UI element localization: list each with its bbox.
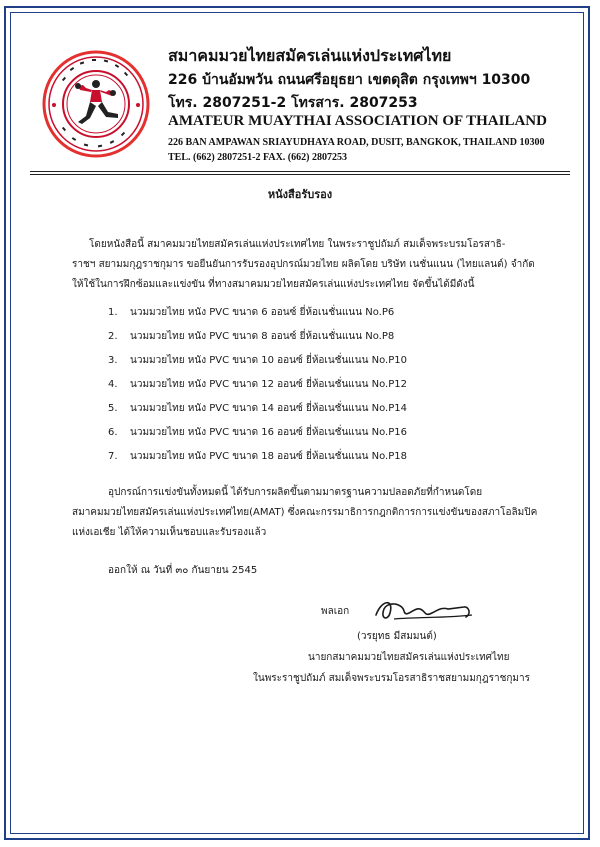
list-number: 5.	[108, 403, 118, 414]
list-number: 3.	[108, 355, 118, 366]
list-text: นวมมวยไทย หนัง PVC ขนาด 8 ออนซ์ ยี่ห้อเนชั่นแนน No.P8	[130, 331, 395, 342]
list-number: 7.	[108, 451, 118, 462]
paragraph2-line: สมาคมมวยไทยสมัครเล่นแห่งประเทศไทย(AMAT) ซึ่งคณะกรรมาธิการกฎกติการการแข่งขันของสภาโอลิมปิค	[72, 507, 538, 518]
signatory-patronage: ในพระราชูปถัมภ์ สมเด็จพระบรมโอรสาธิราชสยามมกุฎราชกุมาร	[253, 673, 530, 684]
org-name-english: AMATEUR MUAYTHAI ASSOCIATION OF THAILAND	[168, 113, 547, 129]
list-text: นวมมวยไทย หนัง PVC ขนาด 10 ออนซ์ ยี่ห้อเนชั่นแนน No.P10	[130, 355, 407, 366]
paragraph2-line: อุปกรณ์การแข่งขันทั้งหมดนี้ ได้รับการผลิตขึ้นตามมาตรฐานความปลอดภัยที่กำหนดโดย	[108, 487, 483, 498]
header-divider-2	[30, 174, 570, 175]
list-number: 2.	[108, 331, 118, 342]
list-item	[108, 305, 394, 320]
phone-english: TEL. (662) 2807251-2 FAX. (662) 2807253	[168, 152, 347, 163]
list-item	[108, 425, 407, 440]
paragraph1-line: ราชฯ สยามมกุฎราชกุมาร ขอยืนยันการรับรองอุปกรณ์มวยไทย ผลิตโดย บริษัท เนชั่นแนน (ไทยแลนด์) จำกัด	[72, 259, 535, 270]
paragraph1-line: โดยหนังสือนี้ สมาคมมวยไทยสมัครเล่นแห่งประเทศไทย ในพระราชูปถัมภ์ สมเด็จพระบรมโอรสาธิ-	[89, 239, 506, 250]
list-item	[108, 353, 407, 368]
list-text: นวมมวยไทย หนัง PVC ขนาด 16 ออนซ์ ยี่ห้อเนชั่นแนน No.P16	[130, 427, 407, 438]
address-thai: 226 บ้านอัมพวัน ถนนศรีอยุธยา เขตดุสิต กรุงเทพฯ 10300	[168, 72, 531, 88]
paragraph2-line: แห่งเอเชีย ได้ให้ความเห็นชอบและรับรองแล้ว	[72, 527, 267, 538]
list-text: นวมมวยไทย หนัง PVC ขนาด 14 ออนซ์ ยี่ห้อเนชั่นแนน No.P14	[130, 403, 407, 414]
org-name-thai: สมาคมมวยไทยสมัครเล่นแห่งประเทศไทย	[168, 46, 452, 65]
association-seal-icon	[42, 50, 150, 158]
paragraph1-line: ให้ใช้ในการฝึกซ้อมและแข่งขัน ที่ทางสมาคมมวยไทยสมัครเล่นแห่งประเทศไทย จัดขึ้นได้มีดังนี้	[72, 279, 475, 290]
list-item	[108, 377, 407, 392]
list-number: 6.	[108, 427, 118, 438]
list-number: 1.	[108, 307, 118, 318]
list-item	[108, 449, 407, 464]
list-item	[108, 329, 394, 344]
list-item	[108, 401, 407, 416]
list-text: นวมมวยไทย หนัง PVC ขนาด 6 ออนซ์ ยี่ห้อเนชั่นแนน No.P6	[130, 307, 395, 318]
signatory-rank: พลเอก	[321, 606, 350, 617]
address-english: 226 BAN AMPAWAN SRIAYUDHAYA ROAD, DUSIT, BANGKOK, THAILAND 10300	[168, 137, 545, 148]
issue-date: ออกให้ ณ วันที่ ๓๐ กันยายน 2545	[108, 565, 258, 576]
header-divider	[30, 171, 570, 172]
signatory-position: นายกสมาคมมวยไทยสมัครเล่นแห่งประเทศไทย	[308, 652, 510, 663]
handwritten-signature-icon	[368, 593, 478, 627]
document-title: หนังสือรับรอง	[267, 188, 333, 201]
list-text: นวมมวยไทย หนัง PVC ขนาด 18 ออนซ์ ยี่ห้อเนชั่นแนน No.P18	[130, 451, 407, 462]
phone-thai: โทร. 2807251-2 โทรสาร. 2807253	[168, 95, 418, 111]
signatory-name: (วรยุทธ มีสมมนต์)	[357, 631, 437, 642]
list-text: นวมมวยไทย หนัง PVC ขนาด 12 ออนซ์ ยี่ห้อเนชั่นแนน No.P12	[130, 379, 407, 390]
list-number: 4.	[108, 379, 118, 390]
